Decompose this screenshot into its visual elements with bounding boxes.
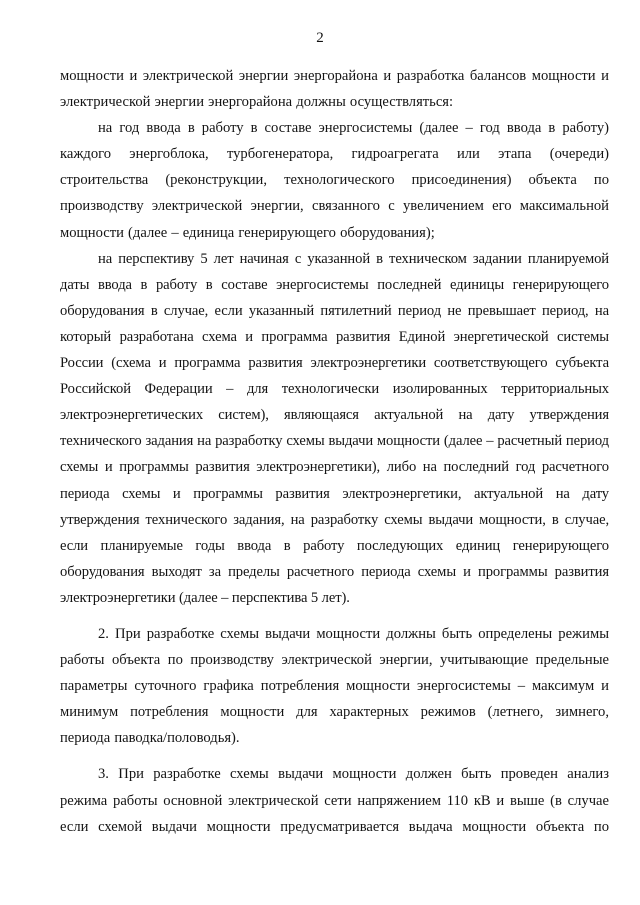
paragraph-five-year-outlook: на перспективу 5 лет начиная с указанной в техническом задании планируемой даты ввода в работу в составе энергосистемы последней единицы генерирующего оборудования в случае, если указанный пятилетний период не превышает период, на который разработана схема и программа развития Единой энергетической системы России (схема и программа развития электроэнергетики соответствующего субъекта Российской Федерации – для технологически изолированных территориальных электроэнергетических систем), являющаяся актуальной на дату утверждения технического задания на разработку схемы выдачи мощности (далее – расчетный период схемы и программы развития электроэнергетики), либо на последний год расчетного периода схемы и программы развития электроэнергетики, актуальной на дату утверждения технического задания, на разработку схемы выдачи мощности, в случае, если планируемые годы ввода в работу последующих единиц генерирующего оборудования выходят за пределы расчетного периода схемы и программы развития электроэнергетики (далее – перспектива 5 лет). bbox=[60, 250, 609, 606]
document-body bbox=[60, 63, 609, 840]
paragraph-item-2: 2. При разработке схемы выдачи мощности должны быть определены режимы работы объекта по производству электрической энергии, учитывающие предельные параметры суточного графика потребления мощности энергосистемы – максимум и минимум потребления мощности для характерных режимов (летнего, зимнего, периода паводка/половодья). bbox=[60, 625, 609, 747]
paragraph-year-of-commissioning: на год ввода в работу в составе энергосистемы (далее – год ввода в работу) каждого энергоблока, турбогенератора, гидроагрегата или этапа (очереди) строительства (реконструкции, технологического присоединения) объекта по производству электрической энергии, связанного с увеличением его максимальной мощности (далее – единица генерирующего оборудования); bbox=[60, 120, 609, 241]
page-number: 2 bbox=[316, 30, 324, 46]
paragraph-intro-continuation: мощности и электрической энергии энергорайона и разработка балансов мощности и электрической энергии энергорайона должны осуществляться: bbox=[60, 68, 609, 111]
paragraph-item-3: 3. При разработке схемы выдачи мощности должен быть проведен анализ режима работы основной электрической сети напряжением 110 кВ и выше (в случае если схемой выдачи мощности предусматривается выдача мощности объекта по bbox=[60, 766, 609, 835]
